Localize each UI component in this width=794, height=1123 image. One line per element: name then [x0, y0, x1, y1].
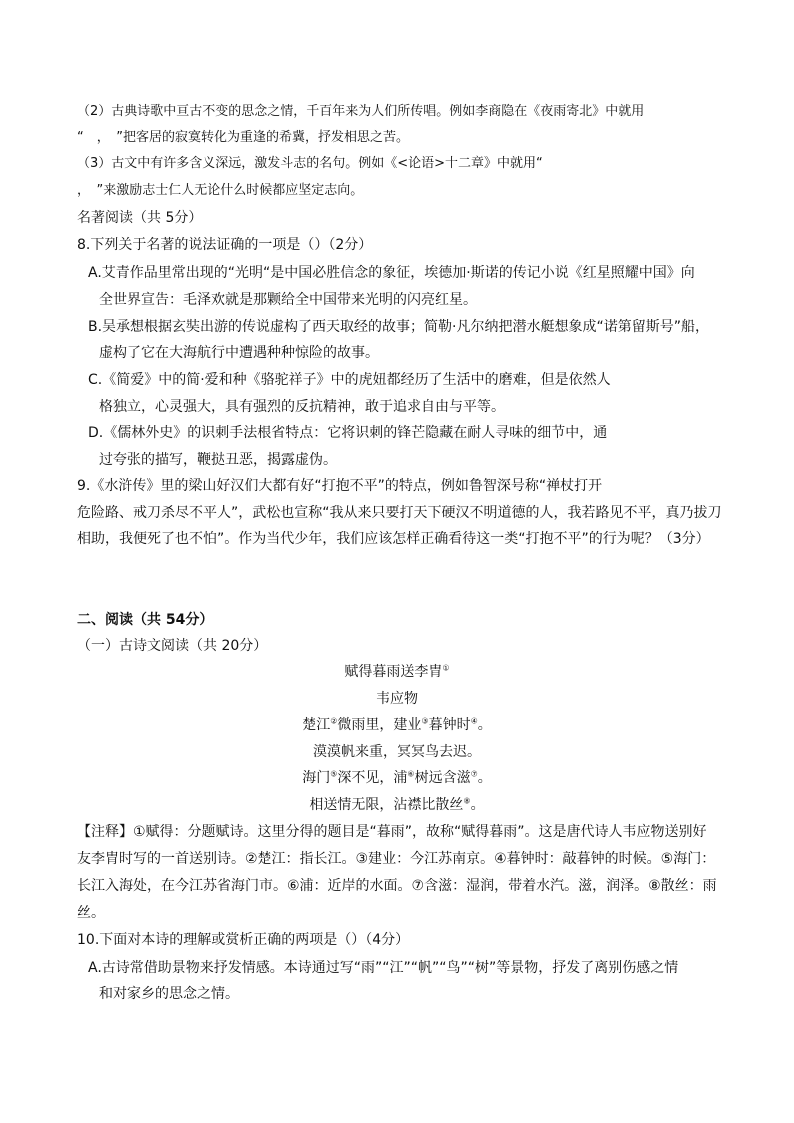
poem-line-3: 海门⑤深不见，浦⑥树远含滋⑦。	[302, 769, 492, 786]
q8-option-b-line1: B.吴承想根据玄奘出游的传说虚构了西天取经的故事；简勒·凡尔纳把潜水艇想象成“诺第留斯号”船，	[88, 319, 710, 335]
notes-line4: 丝。	[77, 905, 105, 921]
q8-option-d-line1: D.《儒林外史》的识刺手法根省特点：它将识刺的锋芒隐藏在耐人寻味的细节中，通	[88, 425, 608, 441]
section-heading: 二、阅读（共 54分）	[77, 612, 214, 628]
classics-heading: 名著阅读（共 5分）	[77, 210, 203, 226]
q8-option-c-line2: 格独立，心灵强大，具有强烈的反抗精神，敢于追求自由与平等。	[99, 399, 505, 415]
q9-line3: 相助，我便死了也不怕”。作为当代少年，我们应该怎样正确看待这一类“打抱不平”的行为呢？（3分）	[77, 531, 710, 547]
q8-option-a-line1: A.艾青作品里常出现的“光明“是中国必胜信念的象征，埃德加·斯诺的传记小说《红星照耀中国》向	[88, 265, 695, 281]
q7-2-line1: （2）古典诗歌中亘古不变的思念之情，千百年来为人们所传唱。例如李商隐在《夜雨寄北》中就用	[77, 104, 645, 119]
poem-line-2: 漠漠帆来重，冥冥鸟去迟。	[313, 744, 481, 760]
q7-2-line2: “ ， ”把客居的寂寞转化为重逢的希冀，抒发相思之苦。	[77, 130, 409, 145]
subsection-heading: （一）古诗文阅读（共 20分）	[77, 638, 268, 654]
q10-option-a-line2: 和对家乡的思念之情。	[99, 986, 239, 1002]
poem-line-1: 楚江②微雨里，建业③暮钟时④。	[302, 716, 492, 733]
q7-3-line1: （3）古文中有许多含义深远，激发斗志的名句。例如《<论语>十二章》中就用“	[77, 156, 543, 171]
q8-option-d-line2: 过夸张的描写，鞭挞丑恶，揭露虚伪。	[99, 452, 337, 468]
poem-line-4: 相送情无限，沾襟比散丝⑧。	[309, 796, 485, 813]
q8-option-c-line1: C.《简爱》中的简·爱和种《骆驼祥子》中的虎妞都经历了生活中的磨难，但是依然人	[88, 372, 611, 388]
q8-stem: 8.下列关于名著的说法证确的一项是（）（2分）	[77, 237, 373, 253]
q8-option-a-line2: 全世界宣告：毛泽欢就是那颗给全中国带来光明的闪亮红星。	[99, 292, 477, 308]
notes-line1: 【注释】①赋得：分题赋诗。这里分得的题目是“暮雨”，故称“赋得暮雨”。这是唐代诗人韦应物送别好	[77, 824, 707, 840]
poem-title: 赋得暮雨送李胄①	[344, 663, 450, 680]
q9-line1: 9.《水浒传》里的梁山好汉们大都有好“打抱不平”的特点，例如鲁智深号称“禅杖打开	[77, 478, 603, 494]
q10-stem: 10.下面对本诗的理解或赏析正确的两项是（）（4分）	[77, 932, 410, 948]
notes-line3: 长江入海处，在今江苏省海门市。⑥浦：近岸的水面。⑦含滋：湿润，带着水汽。滋，润泽。⑧散丝：雨	[77, 878, 717, 894]
notes-line2: 友李胄时写的一首送别诗。②楚江：指长江。③建业：今江苏南京。④暮钟时：敲暮钟的时候。⑤海门：	[77, 851, 716, 867]
q7-3-line2: ， ”来激励志士仁人无论什么时候都应坚定志向。	[77, 183, 364, 198]
q9-line2: 危险路、戒刀杀尽不平人”，武松也宣称“我从来只要打天下硬汉不明道德的人，我若路见不平，真乃拔刀	[77, 505, 722, 521]
poem-author: 韦应物	[376, 691, 418, 707]
note-marker: ①	[442, 663, 450, 673]
q10-option-a-line1: A.古诗常借助景物来抒发情感。本诗通过写“雨”“江”“帆”“鸟”“树”等景物，抒发了离别伤感之情	[88, 960, 679, 976]
q8-option-b-line2: 虚构了它在大海航行中遭遇种种惊险的故事。	[99, 345, 379, 361]
